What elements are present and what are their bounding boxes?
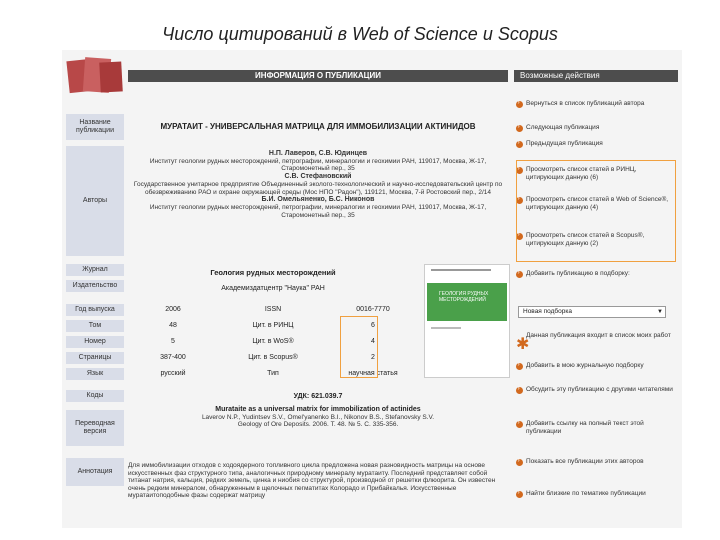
slide-title: Число цитирований в Web of Science и Scopus [162, 24, 558, 44]
label-volume: Том [66, 320, 124, 332]
row-pages [128, 354, 508, 366]
library-logo[interactable] [66, 56, 124, 96]
arrow-icon [516, 459, 523, 466]
arrow-icon [516, 387, 523, 394]
actions-header: Возможные действия [514, 70, 678, 82]
scopus-label: Цит. в Scopus® [248, 354, 298, 361]
arrow-icon [516, 125, 523, 132]
label-year: Год выпуска [66, 304, 124, 316]
type-value: научная статья [348, 370, 398, 377]
label-authors: Авторы [66, 146, 124, 256]
label-code: Коды [66, 390, 124, 402]
language-value: русский [160, 370, 186, 377]
collection-select-value: Новая подборка [523, 308, 572, 315]
translation-title[interactable]: Murataite as a universal matrix for immobilization of actinides [215, 406, 421, 413]
wos-label: Цит. в WoS® [252, 338, 294, 345]
issn-label: ISSN [264, 306, 282, 313]
author-affiliation: Институт геологии рудных месторождений, петрографии, минералогии и геохимии РАН, 119017, Москва, Ж-17, Старомонетный пер., 35 [149, 203, 487, 219]
number-value: 5 [171, 338, 175, 345]
volume-value: 48 [169, 322, 177, 329]
publisher-link[interactable]: Академиздатцентр "Наука" РАН [221, 285, 325, 292]
author-name[interactable]: Н.П. Лаверов, С.В. Юдинцев [268, 150, 368, 157]
year-value: 2006 [165, 306, 181, 313]
author-affiliation: Институт геологии рудных месторождений, петрографии, минералогии и геохимии РАН, 119017, Москва, Ж-17, Старомонетный пер., 35 [149, 157, 487, 173]
translation-source: Geology of Ore Deposits. 2006. Т. 48. № 5. С. 335-356. [237, 421, 399, 429]
row-year [128, 306, 508, 318]
arrow-icon [516, 363, 523, 370]
author-name[interactable]: С.В. Стефановский [284, 173, 352, 181]
star-icon: ✱ [516, 336, 530, 353]
issn-value: 0016-7770 [356, 306, 390, 313]
annotation-text: Для иммобилизации отходов с ходоядерного топливного цикла предложена новая разновидность матрицы на основе искусственных фаз структурного типа, аналогичных природному минералу муратаиту. Последний представляет собой титанат натрия, кальция, редких земель, цинка и ниобия со структурой, производной от решетки флюорита. Он известен очень редким минералом, обнаруженным в щелочных пегматитах Колорадо и Прибайкалья. Искусственные муратаитоподобные фазы содержат матрицу [128, 462, 496, 500]
pages-value: 387-400 [160, 354, 186, 361]
cover-title: ГЕОЛОГИЯ РУДНЫХ МЕСТОРОЖДЕНИЙ [439, 291, 489, 303]
citations-highlight-box [516, 160, 676, 262]
rinc-count[interactable]: 6 [371, 322, 375, 329]
label-publisher: Издательство [66, 280, 124, 292]
arrow-icon [516, 491, 523, 498]
row-number [128, 338, 508, 350]
arrow-icon [516, 141, 523, 148]
publication-title: МУРАТАИТ - УНИВЕРСАЛЬНАЯ МАТРИЦА ДЛЯ ИММОБИЛИЗАЦИИ АКТИНИДОВ [160, 122, 476, 131]
arrow-icon [516, 271, 523, 278]
arrow-icon [516, 421, 523, 428]
type-label: Тип [267, 370, 279, 377]
arrow-icon [516, 101, 523, 108]
authors-block [128, 150, 508, 219]
citation-highlight [340, 316, 378, 378]
journal-link[interactable]: Геология рудных месторождений [210, 268, 336, 277]
author-name[interactable]: Б.И. Омельяненко, Б.С. Никонов [261, 196, 375, 204]
rinc-label: Цит. в РИНЦ [252, 322, 294, 329]
row-volume [128, 322, 508, 334]
label-translation: Переводная версия [66, 410, 124, 446]
translation-block [128, 406, 508, 429]
label-language: Язык [66, 368, 124, 380]
label-journal: Журнал [66, 264, 124, 276]
label-annotation: Аннотация [66, 458, 124, 486]
chevron-down-icon: ▼ [657, 309, 663, 315]
label-pages: Страницы [66, 352, 124, 364]
publication-page: ИНФОРМАЦИЯ О ПУБЛИКАЦИИ Возможные действия Название публикации Авторы Журнал Издательство Год выпуска Том Номер Страницы Язык Коды Переводная версия Аннотация МУРАТАИТ - УНИВЕРСАЛЬНАЯ МАТРИЦА ДЛЯ ИММОБИЛИЗАЦИИ АКТИНИДОВ Н.П. Лаверов, С.В. Юдинцев Институт геологии рудных месторождений, петрографии, минералогии и геохимии РАН, 119017, Москва, Ж-17, Старомонетный пер., 35 С.В. Стефановский Государственное унитарное предприятие Объединенный эколого-технологический и научно-исследовательский центр по обезвреживанию РАО и охране окружающей среды (Мос НПО "Радон"), 119121, Москва, 7-й Ростовский пер., 2/14 Б.И. Омельяненко, Б.С. Никонов Институт геологии рудных месторождений, петрографии, минералогии и геохимии РАН, 119017, Москва, Ж-17, Старомонетный пер., 35 Геология рудных месторождений Академиздатцентр "Наука" РАН ГЕОЛОГИЯ РУДНЫХ МЕСТОРОЖДЕНИЙ 2006 ISSN 0016-7770 48 Цит. в РИНЦ 6 5 Цит. в WoS® 4 387-400 Цит. в Scopus® 2 русский Тип научная статья УДК: 621.039.7 Murataite as a universal matrix for immobilization of actinides Laverov N.P., Yudintsev S.V., Omel'yanenko B.I., Nikonov B.S., Stefanovsky S.V. Geology of Ore Deposits. 2006. Т. 48. № 5. С. 335-356. Для иммобилизации отходов с ходоядерного топливного цикла предложена новая разновидность матрицы на основе искусственных фаз структурного типа, аналогичных природному минералу муратаиту. Последний представляет собой титанат натрия, кальция, редких земель, цинка и ниобия со структурой, производной от решетки флюорита. Он известен очень редким минералом, обнаруженным в щелочных пегматитах Колорадо и Прибайкалья. Искусственные муратаитоподобные фазы содержат матрицу › Вернуться в список публикаций автора › Следующая публикация › Предыдущая публикация › Просмотреть список статей в РИНЦ, цитирующих данную (6) › Просмотреть список статей в Web of Science®, цитирующих данную (4) › Просмотреть список статей в Scopus®, цитирующих данную (2) › Добавить публикацию в подборку: Данная публикация входит в список моих работ › Добавить в мою журнальную подборку › Обсудить эту публикацию с другими читателями › Добавить ссылку на полный текст этой публикации › Показать все публикации этих авторов › Найти близкие по тематике публикации Новая подборка ▼ ✱ [62, 50, 682, 528]
wos-count[interactable]: 4 [371, 338, 375, 345]
label-title: Название публикации [66, 114, 124, 140]
scopus-count[interactable]: 2 [371, 354, 375, 361]
label-number: Номер [66, 336, 124, 348]
collection-select[interactable] [518, 306, 666, 318]
pub-info-header: ИНФОРМАЦИЯ О ПУБЛИКАЦИИ [128, 70, 508, 82]
translation-authors: Laverov N.P., Yudintsev S.V., Omel'yanenko B.I., Nikonov B.S., Stefanovsky S.V. [201, 413, 435, 421]
udk-code: УДК: 621.039.7 [293, 393, 343, 400]
row-language [128, 370, 508, 382]
author-affiliation: Государственное унитарное предприятие Объединенный эколого-технологический и научно-исследовательский центр по обезвреживанию РАО и охране окружающей среды (Мос НПО "Радон"), 119121, Москва, 7-й Ростовский пер., 2/14 [133, 180, 503, 196]
